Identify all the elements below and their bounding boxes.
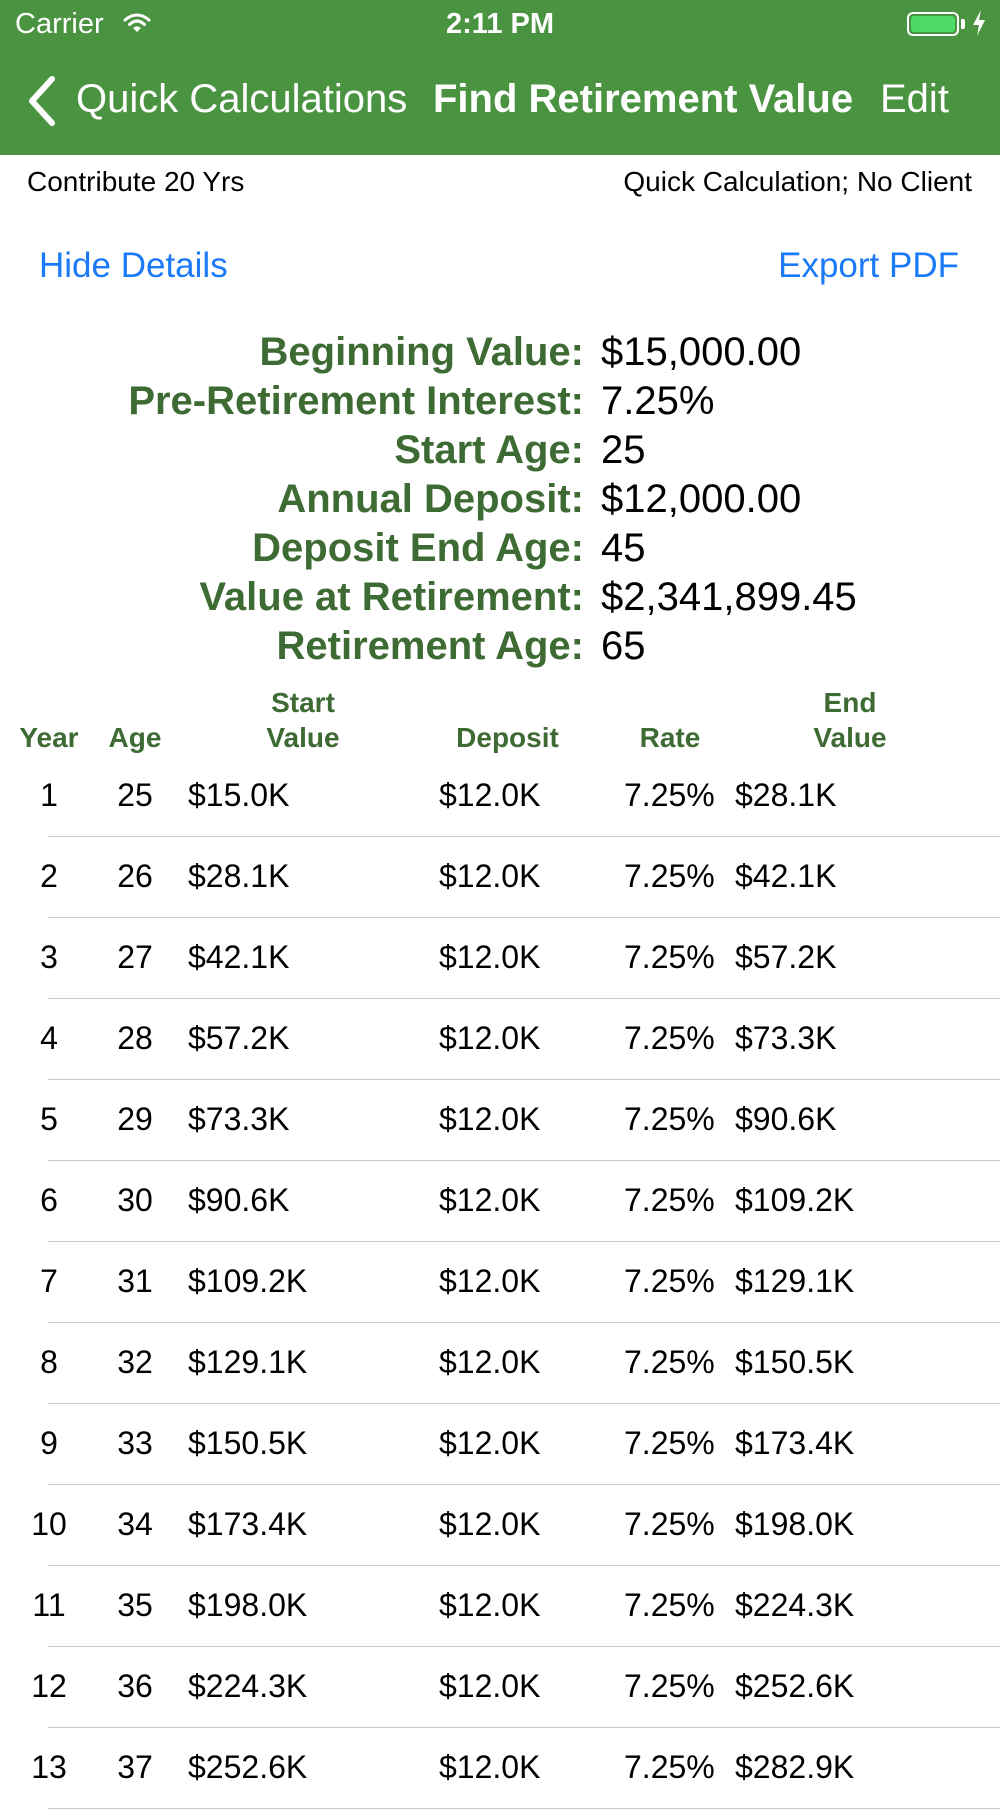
back-button[interactable]: Quick Calculations [76, 77, 407, 122]
export-pdf-button[interactable]: Export PDF [778, 246, 959, 286]
header-start-line1: Start [243, 685, 363, 720]
cell-start-value: $57.2K [188, 1020, 289, 1057]
cell-end-value: $252.6K [735, 1668, 854, 1705]
summary-value: 25 [601, 428, 646, 473]
summary-row [0, 477, 1000, 526]
cell-year: 9 [10, 1425, 88, 1462]
charging-icon [972, 10, 986, 41]
cell-year: 2 [10, 858, 88, 895]
cell-age: 26 [100, 858, 170, 895]
cell-start-value: $252.6K [188, 1749, 307, 1786]
edit-button[interactable]: Edit [880, 77, 949, 122]
table-row[interactable] [0, 998, 1000, 1079]
cell-year: 1 [10, 777, 88, 814]
cell-year: 7 [10, 1263, 88, 1300]
cell-age: 33 [100, 1425, 170, 1462]
header-rate: Rate [620, 720, 720, 755]
table-row[interactable] [0, 1484, 1000, 1565]
summary-row [0, 379, 1000, 428]
cell-year: 10 [10, 1506, 88, 1543]
cell-start-value: $15.0K [188, 777, 289, 814]
cell-year: 11 [10, 1587, 88, 1624]
cell-rate: 7.25% [624, 1668, 715, 1705]
back-chevron-icon[interactable] [26, 76, 56, 131]
summary-value: $2,341,899.45 [601, 575, 857, 620]
cell-age: 28 [100, 1020, 170, 1057]
cell-age: 31 [100, 1263, 170, 1300]
cell-age: 37 [100, 1749, 170, 1786]
header-deposit: Deposit [440, 720, 575, 755]
cell-rate: 7.25% [624, 1020, 715, 1057]
cell-end-value: $90.6K [735, 1101, 836, 1138]
cell-end-value: $109.2K [735, 1182, 854, 1219]
cell-rate: 7.25% [624, 939, 715, 976]
cell-start-value: $224.3K [188, 1668, 307, 1705]
carrier-label: Carrier [15, 8, 104, 41]
cell-start-value: $198.0K [188, 1587, 307, 1624]
cell-age: 30 [100, 1182, 170, 1219]
cell-start-value: $42.1K [188, 939, 289, 976]
cell-rate: 7.25% [624, 1101, 715, 1138]
cell-start-value: $73.3K [188, 1101, 289, 1138]
cell-start-value: $173.4K [188, 1506, 307, 1543]
table-row[interactable] [0, 1322, 1000, 1403]
table-row[interactable] [0, 755, 1000, 836]
cell-year: 4 [10, 1020, 88, 1057]
cell-end-value: $73.3K [735, 1020, 836, 1057]
cell-deposit: $12.0K [439, 777, 540, 814]
header-start-value [243, 685, 363, 755]
cell-end-value: $224.3K [735, 1587, 854, 1624]
summary-label: Annual Deposit: [277, 477, 584, 522]
summary-value: $15,000.00 [601, 330, 801, 375]
cell-age: 34 [100, 1506, 170, 1543]
battery-tip [961, 19, 965, 29]
table-row[interactable] [0, 1160, 1000, 1241]
cell-start-value: $28.1K [188, 858, 289, 895]
cell-rate: 7.25% [624, 1749, 715, 1786]
cell-deposit: $12.0K [439, 939, 540, 976]
cell-deposit: $12.0K [439, 1344, 540, 1381]
calculation-name: Contribute 20 Yrs [27, 166, 244, 198]
header-end-value [790, 685, 910, 755]
summary-value: 45 [601, 526, 646, 571]
table-row[interactable] [0, 1646, 1000, 1727]
cell-age: 29 [100, 1101, 170, 1138]
cell-rate: 7.25% [624, 1263, 715, 1300]
projection-table[interactable] [0, 755, 1000, 1808]
header-end-line2: Value [790, 720, 910, 755]
header-age: Age [100, 720, 170, 755]
table-row[interactable] [0, 1403, 1000, 1484]
cell-start-value: $129.1K [188, 1344, 307, 1381]
cell-end-value: $57.2K [735, 939, 836, 976]
cell-age: 27 [100, 939, 170, 976]
status-bar [0, 0, 1000, 50]
table-header [0, 685, 1000, 755]
cell-start-value: $150.5K [188, 1425, 307, 1462]
cell-rate: 7.25% [624, 858, 715, 895]
cell-year: 12 [10, 1668, 88, 1705]
cell-start-value: $109.2K [188, 1263, 307, 1300]
cell-rate: 7.25% [624, 1182, 715, 1219]
cell-rate: 7.25% [624, 1344, 715, 1381]
summary-label: Start Age: [394, 428, 584, 473]
client-info: Quick Calculation; No Client [623, 166, 972, 198]
cell-end-value: $129.1K [735, 1263, 854, 1300]
cell-start-value: $90.6K [188, 1182, 289, 1219]
top-bar [0, 0, 1000, 155]
table-row[interactable] [0, 1565, 1000, 1646]
cell-age: 35 [100, 1587, 170, 1624]
summary-label: Beginning Value: [260, 330, 584, 375]
header-year: Year [10, 720, 88, 755]
summary-label: Value at Retirement: [199, 575, 584, 620]
cell-end-value: $198.0K [735, 1506, 854, 1543]
cell-year: 6 [10, 1182, 88, 1219]
table-row[interactable] [0, 836, 1000, 917]
cell-end-value: $42.1K [735, 858, 836, 895]
cell-deposit: $12.0K [439, 1668, 540, 1705]
summary-panel [0, 330, 1000, 673]
summary-value: 65 [601, 624, 646, 669]
summary-row [0, 624, 1000, 673]
cell-year: 8 [10, 1344, 88, 1381]
summary-value: 7.25% [601, 379, 714, 424]
navigation-bar [0, 50, 1000, 155]
cell-deposit: $12.0K [439, 1101, 540, 1138]
summary-row [0, 330, 1000, 379]
cell-age: 25 [100, 777, 170, 814]
cell-age: 32 [100, 1344, 170, 1381]
summary-label: Deposit End Age: [252, 526, 584, 571]
cell-deposit: $12.0K [439, 1506, 540, 1543]
table-row[interactable] [0, 917, 1000, 998]
cell-deposit: $12.0K [439, 1020, 540, 1057]
cell-deposit: $12.0K [439, 1587, 540, 1624]
cell-end-value: $173.4K [735, 1425, 854, 1462]
table-row[interactable] [0, 1241, 1000, 1322]
table-row[interactable] [0, 1079, 1000, 1160]
hide-details-button[interactable]: Hide Details [39, 246, 228, 286]
cell-year: 3 [10, 939, 88, 976]
summary-label: Retirement Age: [277, 624, 584, 669]
cell-end-value: $28.1K [735, 777, 836, 814]
battery-icon [907, 12, 959, 36]
cell-deposit: $12.0K [439, 1425, 540, 1462]
summary-row [0, 526, 1000, 575]
table-row[interactable] [0, 1727, 1000, 1808]
cell-end-value: $282.9K [735, 1749, 854, 1786]
header-start-line2: Value [243, 720, 363, 755]
cell-end-value: $150.5K [735, 1344, 854, 1381]
cell-rate: 7.25% [624, 1587, 715, 1624]
summary-row [0, 428, 1000, 477]
page-title: Find Retirement Value [433, 77, 853, 122]
summary-value: $12,000.00 [601, 477, 801, 522]
cell-year: 5 [10, 1101, 88, 1138]
cell-rate: 7.25% [624, 1425, 715, 1462]
cell-deposit: $12.0K [439, 858, 540, 895]
cell-deposit: $12.0K [439, 1182, 540, 1219]
cell-rate: 7.25% [624, 1506, 715, 1543]
status-time: 2:11 PM [0, 8, 1000, 41]
cell-year: 13 [10, 1749, 88, 1786]
cell-age: 36 [100, 1668, 170, 1705]
summary-label: Pre-Retirement Interest: [128, 379, 584, 424]
header-end-line1: End [790, 685, 910, 720]
cell-rate: 7.25% [624, 777, 715, 814]
cell-deposit: $12.0K [439, 1749, 540, 1786]
cell-deposit: $12.0K [439, 1263, 540, 1300]
summary-row [0, 575, 1000, 624]
